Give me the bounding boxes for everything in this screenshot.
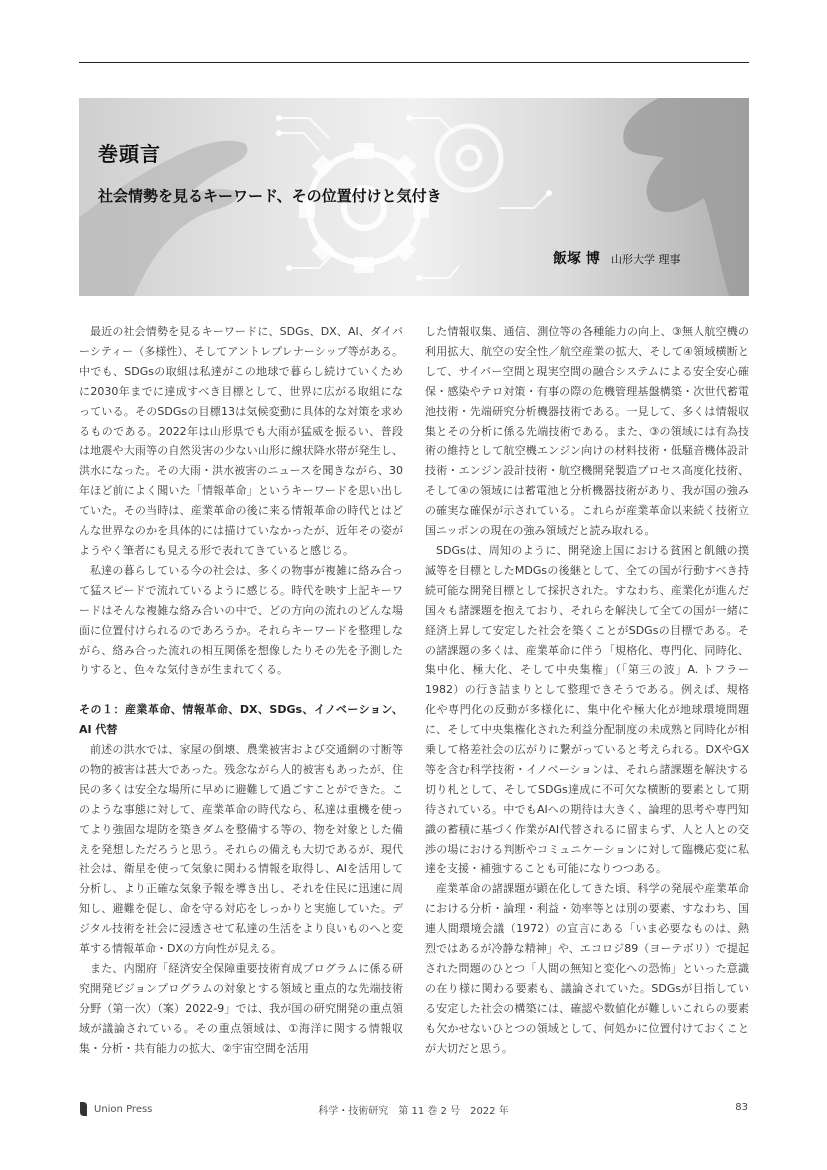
header-rule (79, 62, 749, 63)
page-title: 巻頭言 (98, 142, 161, 166)
right-column (425, 322, 749, 1059)
publisher-name: Union Press (94, 1103, 153, 1115)
paragraph: 私達の暮らしている今の社会は、多くの物事が複雑に絡み合って猛スピードで流れているように感じる。時代を映す上記キーワードはそんな複雑な絡み合いの中で、どの方向の流れのどんな場面に位置付けられるのであろうか。それらキーワードを整理しながら、絡み合った流れの相互関係を想像したりその先を予測したりすると、色々な気付きが生まれてくる。 (79, 563, 403, 677)
paragraph: また、内閣府「経済安全保障重要技術育成プログラムに係る研究開発ビジョンプログラムの対象とする領域と重点的な先端技術分野（第一次）（案）2022-9」では、我が国の研究開発の重点領域が議論されている。その重点領域は、①海洋に関する情報収集・分析・共有能力の拡大、②宇宙空間を活用 (79, 961, 403, 1055)
left-column (79, 322, 403, 1059)
header-banner (79, 98, 749, 296)
paragraph: SDGsは、周知のように、開発途上国における貧困と飢餓の撲滅等を目標としたMDGsの後継として、全ての国が行動すべき持続可能な開発目標として採択された。すなわち、産業化が進んだ国々も諸課題を抱えており、それらを解決して全ての国が一緒に経済上昇して安定した社会を築くことがSDGsの目標である。その諸課題の多くは、産業革命に伴う「規格化、専門化、同時化、集中化、極大化、そして中央集権」（「第三の波」A. トフラー 1982）の行き詰まりとして整理できそうである。例えば、規格化や専門化の反動が多様化に、集中化や極大化が地球環境問題に、そして中央集権化された利益分配制度の未成熟と同時化が相乗して格差社会の広がりに繋がっていると考えられる。DXやGX等を含む科学技術・イノベーションは、それら諸課題を解決する切り札として、そしてSDGs達成に不可欠な横断的要素として期待されている。中でもAIへの期待は大きく、論理的思考や専門知識の蓄積に基づく作業がAI代替されるに留まらず、人と人との交渉の場における判断やコミュニケーションに対して臨機応変に私達を支援・補強することも可能になりつつある。 (425, 543, 749, 876)
author-name: 飯塚 博 (553, 251, 600, 267)
section-heading: その１：産業革命、情報革命、DX、SDGs、イノベーション、AI 代替 (79, 703, 403, 737)
page-subtitle: 社会情勢を見るキーワード、その位置付けと気付き (98, 187, 442, 205)
paragraph: した情報収集、通信、測位等の各種能力の向上、③無人航空機の利用拡大、航空の安全性／航空産業の拡大、そして④領域横断として、サイバー空間と現実空間の融合システムによる安全安心確保・感染やテロ対策・有事の際の危機管理基盤構築・次世代蓄電池技術・先端研究分析機器技術である。一見して、多くは情報収集とその分析に係る先端技術である。また、③の領域には有為技術の維持として航空機エンジン向けの材料技術・低騒音機体設計技術・エンジン設計技術・航空機開発製造プロセス高度化技術、そして④の領域には蓄電池と分析機器技術があり、我が国の強みの確実な確保が示されている。これらが産業革命以来続く技術立国ニッポンの現在の強み領域だと読み取れる。 (425, 325, 749, 538)
paragraph: 産業革命の諸課題が顕在化してきた頃、科学の発展や産業革命における分析・論理・利益・効率等とは別の要素、すなわち、国連人間環境会議（1972）の宣言にある「いま必要なものは、熱烈ではあるが冷静な精神」や、エコロジ89（ヨーテボリ）で提起された問題のひとつ「人間の無知と変化への恐怖」といった意識の在り様に関わる要素も、議論されていた。SDGsが目指している安定した社会の構築には、確認や数値化が難しいこれらの要素も欠かせないひとつの領域として、何処かに位置付けておくことが大切だと思う。 (425, 882, 749, 1055)
page-number: 83 (735, 1102, 748, 1113)
paragraph: 最近の社会情勢を見るキーワードに、SDGs、DX、AI、ダイバーシティー（多様性）、そしてアントレプレナーシップ等がある。中でも、SDGsの取組は私達がこの地球で暮らし続けていくために2030年までに達成すべき目標として、世界に広がる取組になっている。そのSDGsの目標13は気候変動に具体的な対策を求めるものである。2022年は山形県でも大雨が猛威を振るい、普段は地震や大雨等の自然災害の少ない山形に線状降水帯が発生し、洪水になった。その大雨・洪水被害のニュースを聞きながら、30年ほど前によく聞いた「情報革命」というキーワードを思い出していた。その当時は、産業革命の後に来る情報革命の時代とはどんな世界なのかを具体的には描けていなかったが、近年その姿がようやく筆者にも見える形で表れてきていると感じる。 (79, 325, 403, 557)
journal-info: 科学・技術研究 第 11 巻 2 号 2022 年 (318, 1106, 509, 1117)
author-affiliation: 山形大学 理事 (611, 253, 681, 266)
paragraph: 前述の洪水では、家屋の倒壊、農業被害および交通網の寸断等の物的被害は甚大であった。残念ながら人的被害もあったが、住民の多くは安全な場所に早めに避難して過ごすことができた。このような事態に対して、産業革命の時代なら、私達は重機を使ってより強固な堤防を築きダムを整備する等の、物を対象とした備えを発想しただろうと思う。それらの備えも大切であるが、現代社会は、衛星を使って気象に関わる情報を取得し、AIを活用して分析し、より正確な気象予報を導き出し、それを住民に迅速に周知し、避難を促し、命を守る対応をしっかりと実施していた。デジタル技術を社会に浸透させて私達の生活をより良いものへと変革する情報革命・DXの方向性が見える。 (79, 743, 403, 956)
